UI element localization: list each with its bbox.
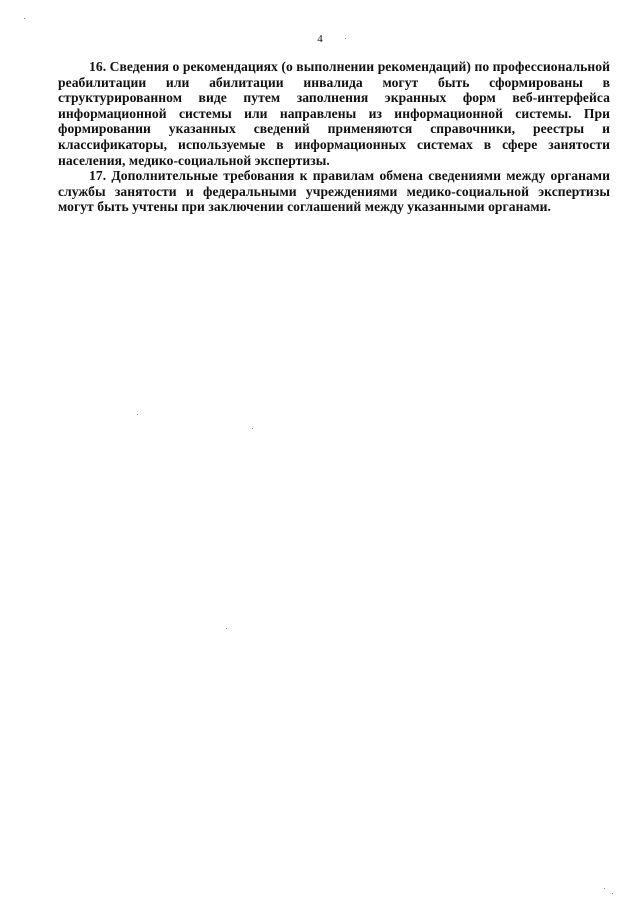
page-number: 4 [317, 33, 323, 45]
scan-speck [612, 893, 613, 894]
document-body [58, 59, 610, 215]
paragraph-17: 17. Дополнительные требования к правилам обмена сведениями между органами службы занятости и федеральными учреждениями медико-социальной экспертизы могут быть учтены при заключении соглашений между указанными органами. [58, 168, 610, 215]
scan-speck [24, 18, 25, 19]
scan-speck [252, 428, 253, 429]
paragraph-16: 16. Сведения о рекомендациях (о выполнении рекомендаций) по профессиональной реабилитации или абилитации инвалида могут быть сформированы в структурированном виде путем заполнения экранных форм веб-интерфейса информационной системы или направлены из информационной системы. При формировании указанных сведений применяются справочники, реестры и классификаторы, используемые в информационных системах в сфере занятости населения, медико-социальной экспертизы. [58, 59, 610, 168]
scan-speck [137, 414, 138, 415]
scan-speck [226, 628, 227, 629]
scan-speck [604, 888, 605, 889]
scan-speck [345, 38, 346, 39]
